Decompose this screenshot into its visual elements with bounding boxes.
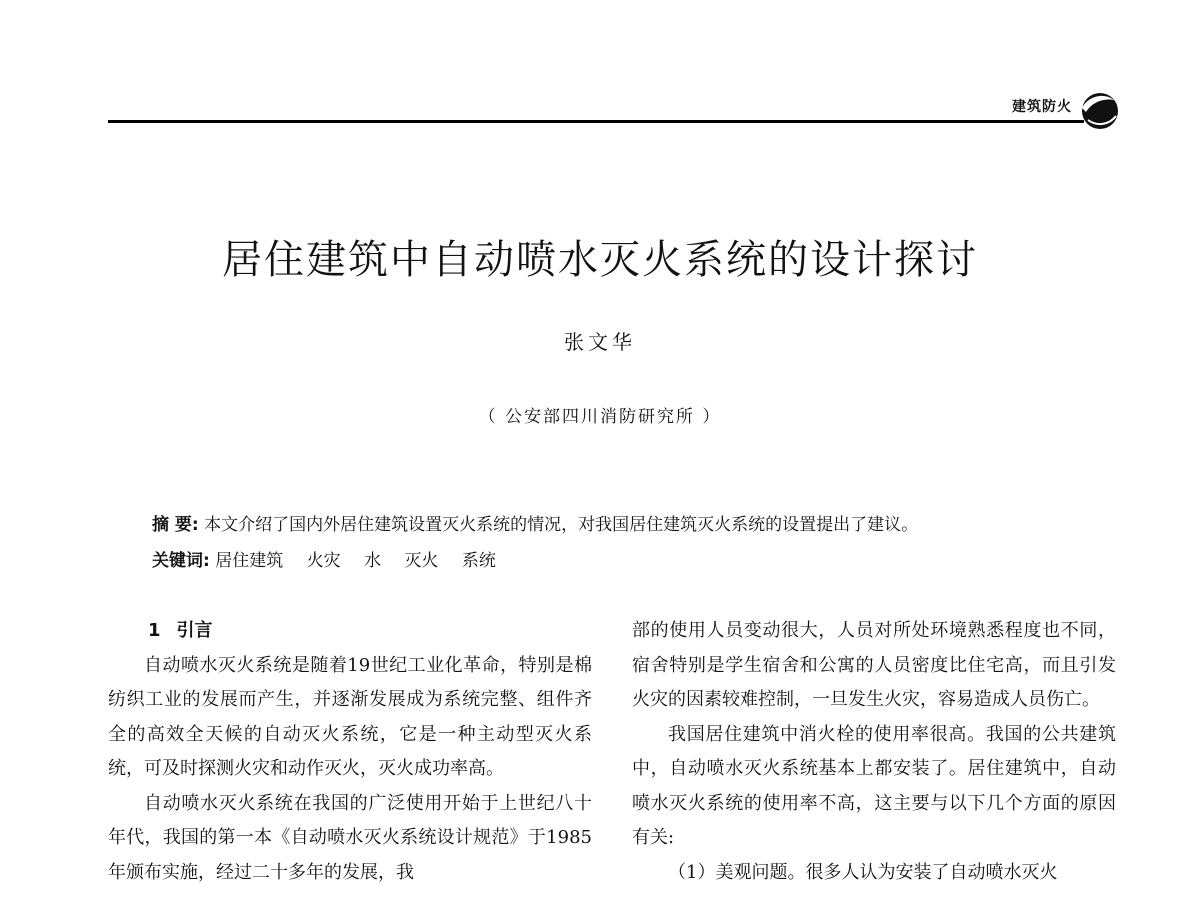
author-affiliation: （ 公安部四川消防研究所 ） (478, 407, 722, 427)
abstract-label: 摘 要: (152, 515, 199, 535)
right-column (632, 614, 1116, 920)
abstract (152, 510, 1112, 535)
keyword: 火灾 (306, 551, 341, 571)
paragraph: 我国居住建筑中消火栓的使用率很高。我国的公共建筑中，自动喷水灭火系统基本上都安装了。居住建筑中，自动喷水灭火系统的使用率不高，这主要与以下几个方面的原因有关: (632, 723, 1116, 848)
keyword: 灭火 (404, 551, 439, 571)
keyword: 水 (364, 551, 382, 571)
keyword: 系统 (461, 551, 496, 571)
keywords (152, 546, 1112, 571)
author-name: 张文华 (564, 330, 636, 354)
paper-title: 居住建筑中自动喷水灭火系统的设计探讨 (222, 237, 978, 283)
header-rule (108, 120, 1084, 123)
journal-logo-icon (1074, 86, 1122, 134)
left-column (108, 614, 592, 920)
section-number: 1 (148, 620, 161, 641)
keyword: 居住建筑 (215, 551, 284, 571)
paragraph: 部的使用人员变动很大，人员对所处环境熟悉程度也不同，宿舍特别是学生宿舍和公寓的人员密度比住宅高，而且引发火灾的因素较难控制，一旦发生火灾，容易造成人员伤亡。 (632, 620, 1116, 710)
section-title: 引言 (176, 620, 213, 641)
keywords-label: 关键词: (152, 551, 210, 571)
paragraph: 自动喷水灭火系统是随着19世纪工业化革命，特别是棉纺织工业的发展而产生，并逐渐发展成为系统完整、组件齐全的高效全天候的自动灭火系统，它是一种主动型灭火系统，可及时探测火灾和动作灭火，灭火成功率高。 (108, 654, 592, 779)
header-section-label: 建筑防火 (1012, 99, 1072, 115)
section-heading (108, 614, 592, 649)
paragraph: 自动喷水灭火系统在我国的广泛使用开始于上世纪八十年代，我国的第一本《自动喷水灭火系统设计规范》于1985年颁布实施，经过二十多年的发展，我 (108, 792, 592, 883)
paragraph: （1）美观问题。很多人认为安装了自动喷水灭火 (668, 861, 1058, 883)
abstract-text: 本文介绍了国内外居住建筑设置灭火系统的情况，对我国居住建筑灭火系统的设置提出了建议。 (204, 515, 919, 535)
